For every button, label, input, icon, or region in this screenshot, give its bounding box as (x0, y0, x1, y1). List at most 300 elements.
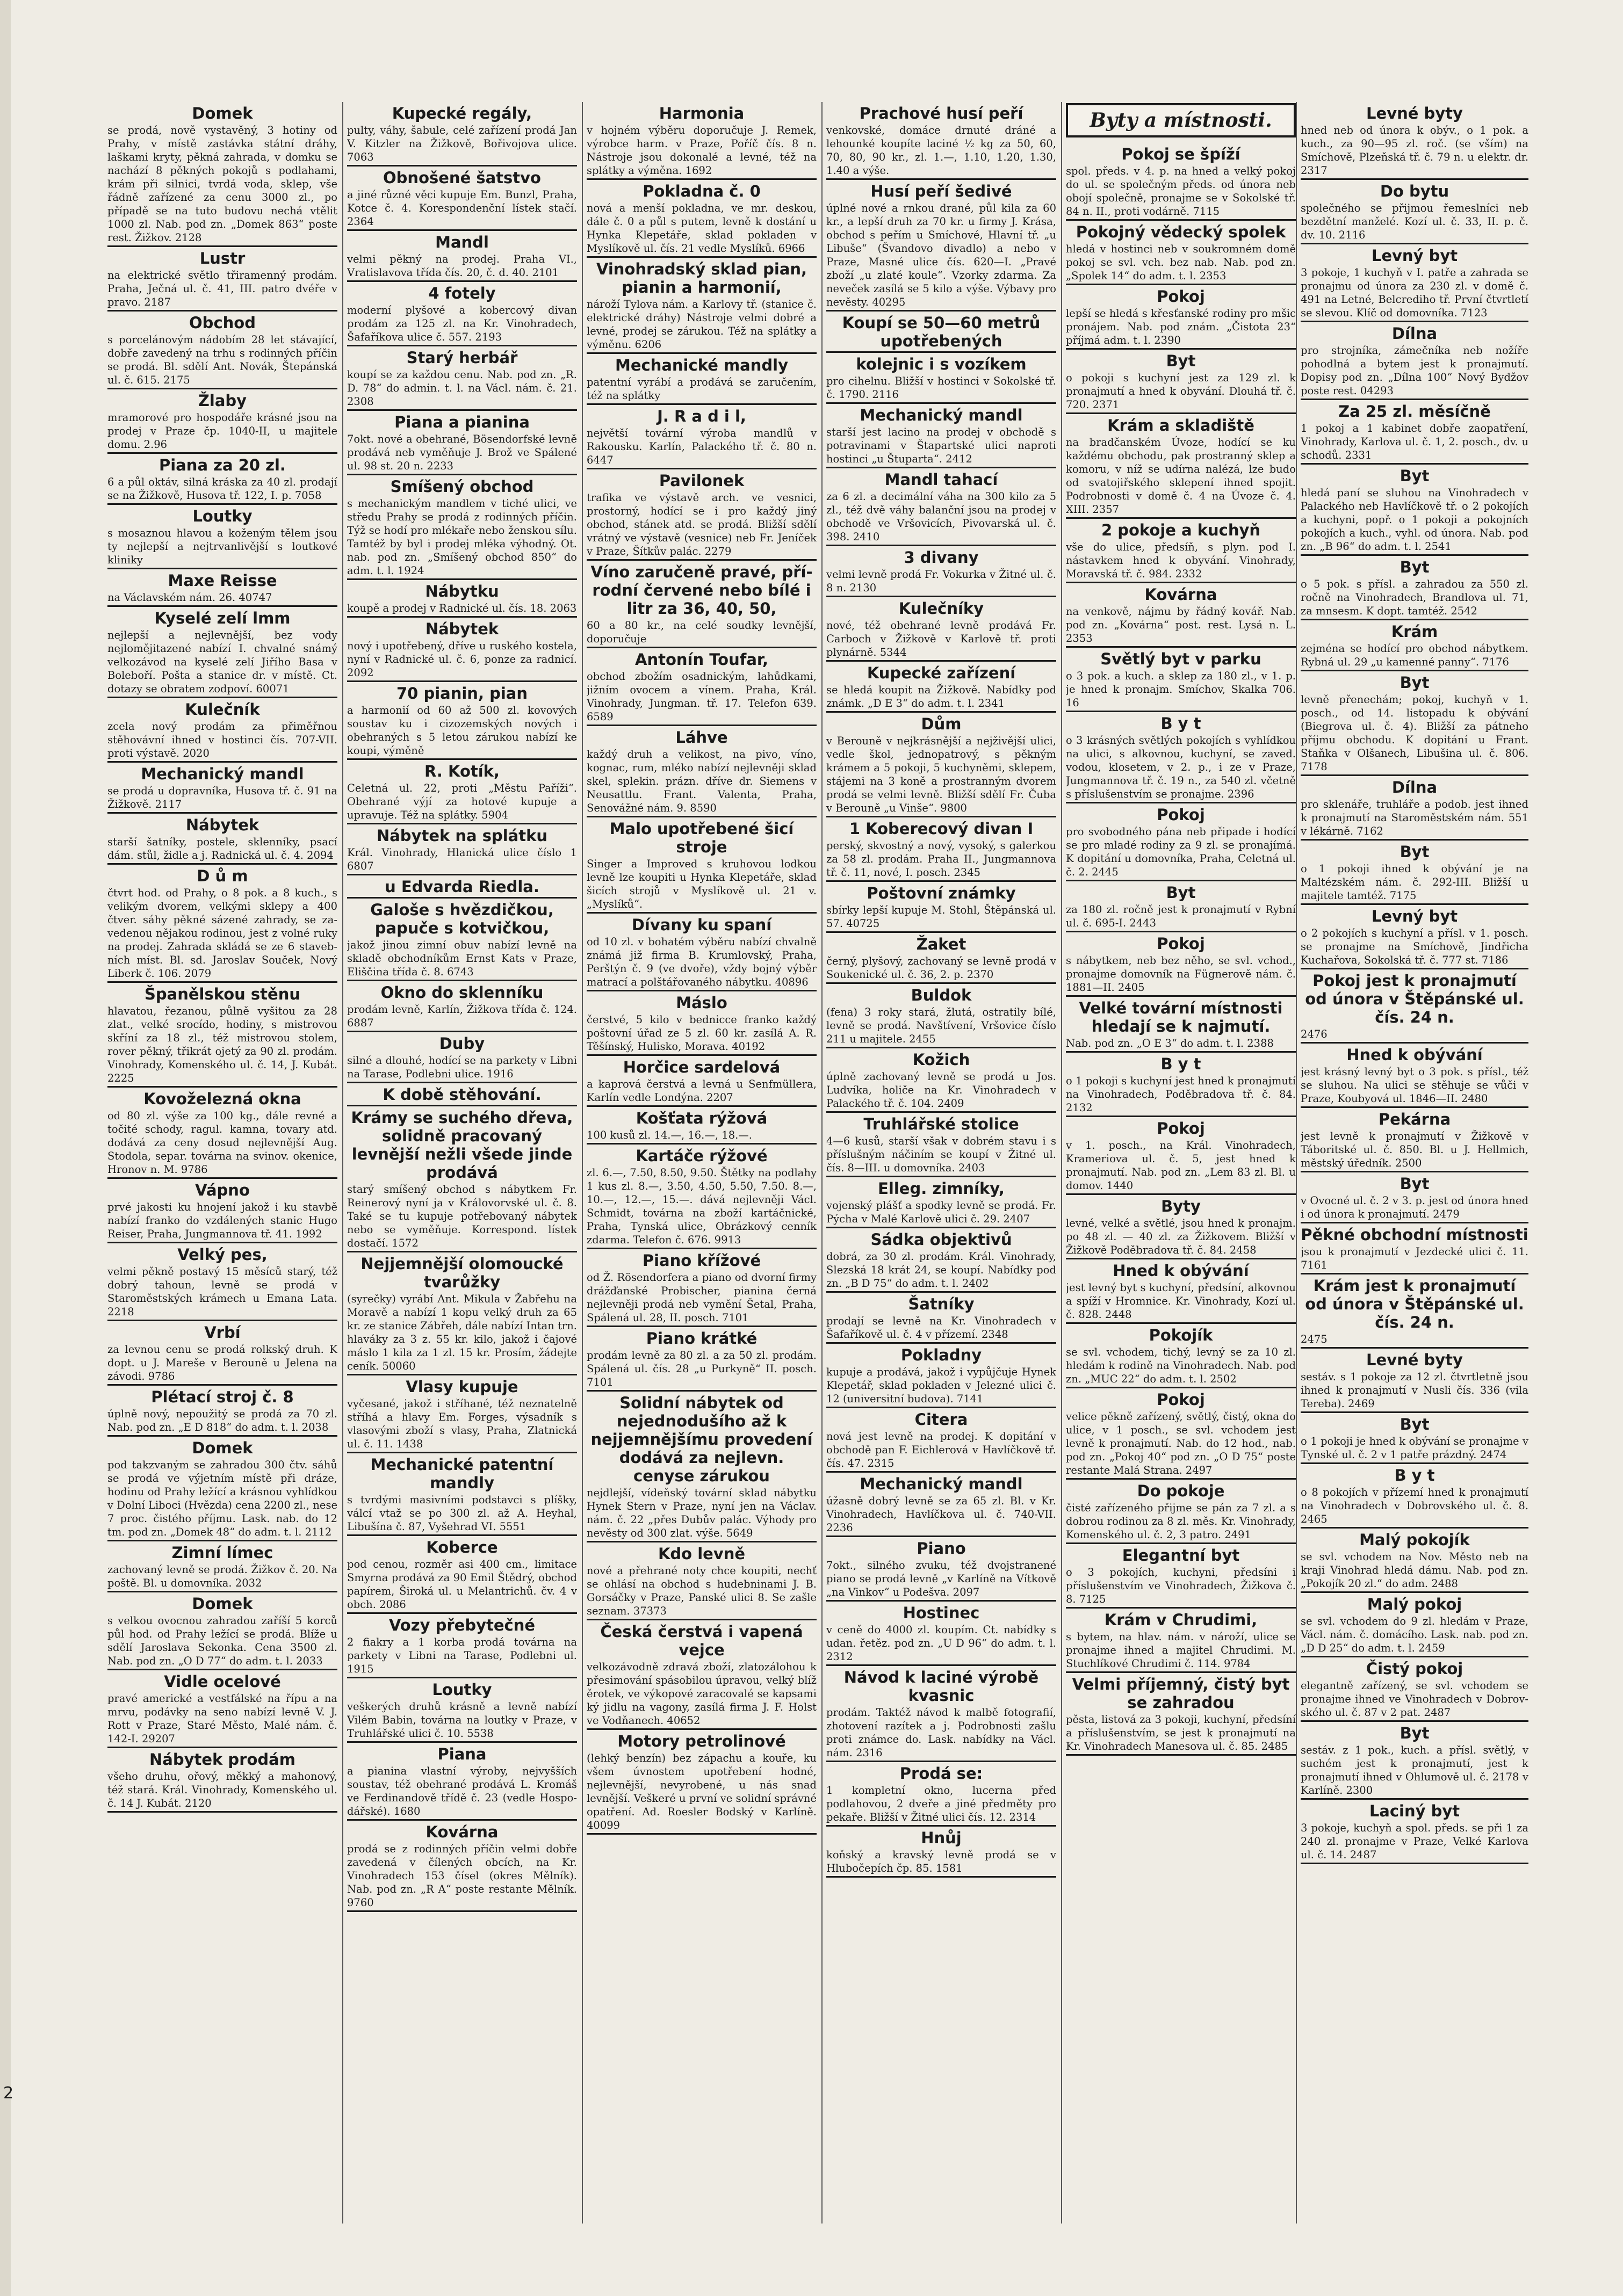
ad-heading: Loutky (432, 1681, 492, 1699)
ad-heading: Mechanické mandly (615, 356, 789, 374)
classified-ad (1066, 650, 1296, 712)
ad-heading: Malý pokoj (1367, 1595, 1462, 1613)
classified-ad (826, 314, 1056, 353)
ad-body: 7okt. nové a obehrané, Bösendorfské levně prodává neb vyměňuje J. Brož ve Spálené ul. 98 st. 20 n. 2233 (347, 433, 577, 472)
classified-ad (107, 571, 337, 607)
ad-separator (1301, 670, 1528, 671)
ad-separator (587, 1054, 817, 1056)
ad-heading: Pokoj (1157, 1119, 1205, 1138)
ad-heading: Piano křížové (642, 1251, 761, 1270)
classified-ad (1301, 1724, 1528, 1800)
ad-heading: Elleg. zimníky, (878, 1179, 1005, 1198)
classified-ad (347, 684, 577, 760)
classified-ad (347, 477, 577, 580)
classified-ad (826, 1475, 1056, 1537)
classified-ad (826, 1230, 1056, 1293)
ad-body: koňský a kravský levně prodá se v Hlubočepích čp. 85. 1581 (826, 1849, 1056, 1874)
ad-separator (1301, 399, 1528, 400)
ad-heading: Pokladny (900, 1346, 982, 1364)
ad-heading: Krám a skladiště (1107, 416, 1254, 434)
ad-body: pravé americké a vestfálské na řípu a na mrvu, podávky na seno nabízí levně V. J. Rott v Praze, Staré Město, Malé nám. č. 142-I. 29207 (107, 1692, 337, 1745)
classified-ad (1066, 416, 1296, 519)
ad-heading: Byt (1400, 558, 1430, 576)
ad-heading: Pokojný vědecký spolek (1076, 223, 1286, 241)
ad-heading: 1 Koberecový divan I (849, 820, 1034, 838)
ad-body: 1 pokoj a 1 kabinet dobře zaopatření, Vinohrady, Karlova ul. č. 1, 2. posch., dv. u schodů. 2331 (1301, 422, 1528, 461)
ad-separator (1301, 1863, 1528, 1864)
ad-heading: Kyselé zelí lmm (154, 609, 291, 627)
ad-separator (1066, 1542, 1296, 1544)
classified-ad (107, 1672, 337, 1748)
ad-separator (1066, 1671, 1296, 1673)
ad-heading: Byt (1166, 883, 1196, 902)
ad-body: každý druh a velikost, na pivo, víno, kognac, rum, mléko nabízí nejlevněji sklad skel, splekin. prázn. dříve dr. Siemens v Neusattlu. Frant. Valenta, Praha, Senovážné nám. 9. 8590 (587, 748, 817, 814)
ad-heading: B y t (1160, 1055, 1201, 1073)
ad-separator (1301, 1411, 1528, 1413)
ad-heading: Vinohradský sklad pian, pianin a harmonií, (596, 260, 807, 296)
section-banner: Byty a místnosti. (1066, 103, 1296, 137)
ad-body: obchod zbožím osadnickým, lahůdkami, jižním ovocem a vínem. Praha, Král. Vinohrady, Jungman. tř. 17. Telefon 639. 6589 (587, 670, 817, 723)
ad-heading: Nejjemnější olomoucké tvarůžky (360, 1255, 564, 1291)
ad-heading: R. Kotík, (424, 762, 500, 780)
classified-ad (826, 1115, 1056, 1177)
ad-heading: K době stěhování. (383, 1085, 542, 1104)
ad-heading: Truhlářské stolice (863, 1115, 1019, 1133)
classified-ad (107, 1181, 337, 1243)
classified-ad (347, 284, 577, 346)
ad-body: sestáv. s 1 pokoje za 12 zl. čtvrtletně jsou ihned k pronajmutí v Nusli čís. 336 (vila Tereba). 2469 (1301, 1371, 1528, 1410)
ad-heading: Motory petrolinové (617, 1732, 786, 1750)
ad-body: prodám. Taktéž návod k malbě fotografií, zhotovení razítek a j. Podrobnosti zašlu proti známce do. Lask. nabídky na Václ. nám. 2316 (826, 1706, 1056, 1759)
ad-separator (1066, 646, 1296, 648)
ad-body: hledá paní se sluhou na Vinohradech v Palackého neb Havlíčkově tř. o 2 pokojích a kuchyni, popř. o 1 pokoji a pokojních pokojích a kuch., vyhl. od února. Nab. pod zn. „B 96“ do adm. t. l. 2541 (1301, 487, 1528, 553)
ad-heading: Harmonia (659, 104, 745, 122)
ad-heading: Levný byt (1371, 247, 1458, 265)
ad-body: 4—6 kusů, starší však v dobrém stavu i s příslušným náčiním se koupí v Žitné ul. čís. 8—III. u domovníka. 2403 (826, 1135, 1056, 1174)
ad-heading: Byt (1400, 1724, 1430, 1742)
classified-ad (107, 1245, 337, 1321)
ad-separator (826, 1536, 1056, 1537)
column-divider (1296, 102, 1297, 2223)
classified-ad (1301, 1660, 1528, 1722)
ad-separator (587, 352, 817, 354)
ad-separator (826, 816, 1056, 817)
ad-heading: Vidle ocelové (164, 1672, 281, 1691)
ad-separator (826, 1876, 1056, 1878)
ad-separator (826, 880, 1056, 882)
classified-ad (1301, 402, 1528, 465)
ad-body: (fena) 3 roky stará, žlutá, ostratily bílé, levně se prodá. Navštívení, Vršovice číslo 211 u majitele. 2455 (826, 1006, 1056, 1045)
classified-ad (826, 355, 1056, 404)
ad-body: moderní plyšové a kobercový divan prodám za 125 zl. na Kr. Vinohradech, Šafaříkova ulice č. 557. 2193 (347, 304, 577, 343)
ad-separator (107, 863, 337, 865)
ad-separator (826, 982, 1056, 984)
ad-separator (826, 1471, 1056, 1473)
ad-heading: Buldok (911, 986, 972, 1004)
ad-heading: Dívany ku spaní (631, 916, 772, 934)
ad-body: hned neb od února k obýv., o 1 pok. a kuch., za 90—95 zl. roč. (se vším) na Smíchově, Plzeňská tř. č. 79 n. u elektr. dr. 2317 (1301, 124, 1528, 177)
ad-separator (1066, 931, 1296, 932)
ad-separator (347, 1105, 577, 1106)
ad-heading: Antonín Toufar, (635, 650, 768, 669)
classified-ad (826, 935, 1056, 984)
classified-ad (1066, 1197, 1296, 1259)
classified-ad (107, 507, 337, 569)
ad-heading: Obchod (189, 314, 256, 332)
classified-ad (587, 994, 817, 1056)
ad-separator (347, 1534, 577, 1536)
ad-body: a harmonií od 60 až 500 zl. kovových soustav ku i cizozemských nových i obehraných s 5 letou zárukou nabízí ke koupi, výměně (347, 704, 577, 757)
classified-ad (1301, 972, 1528, 1044)
ad-heading: Pokoj jest k pronajmutí od února v Štěpánské ul. čís. 24 n. (1305, 972, 1524, 1026)
ad-separator (826, 1407, 1056, 1408)
ad-separator (1301, 1222, 1528, 1223)
ad-heading: Starý herbář (406, 349, 518, 367)
classified-ad (107, 456, 337, 505)
ads-column-3 (587, 102, 817, 2223)
classified-ad (826, 1179, 1056, 1228)
ad-heading: Domek (192, 1439, 253, 1457)
ad-heading: Vrbí (204, 1323, 241, 1342)
ad-body: jest levně k pronajmutí v Žižkově v Táboritské ul. č. 850. Bl. u J. Hellmich, městský úředník. 2500 (1301, 1130, 1528, 1169)
ad-separator (347, 280, 577, 282)
ad-body: na venkově, nájmu by řádný kovář. Nab. pod zn. „Kovárna“ post. rest. Lysá n. L. 2353 (1066, 605, 1296, 644)
ad-separator (1301, 968, 1528, 969)
ad-heading: Hned k obývání (1346, 1046, 1483, 1064)
ad-body: od 80 zl. výše za 100 kg., dále revné a točité schody, ragul. kamna, tovary atd. dodává za ceny dosud nejlevnější Aug. Stodola, separ. továrna na svinov. okenice, Hronov n. M. 9786 (107, 1110, 337, 1176)
ad-heading: Košťata rýžová (636, 1109, 768, 1127)
ad-separator (1066, 348, 1296, 350)
ad-body: 2475 (1301, 1333, 1328, 1345)
ad-heading: Lustr (199, 249, 246, 267)
ad-body: (syrečky) vyrábí Ant. Mikula v Žabřehu na Moravě a nabízí 1 kopu velký druh za 65 kr. ze stanice Zábřeh, dále nabízí Intan trn. hlaváky za 3 z. 55 kr. kilo, jakož i čajové máslo 1 kila za 1 zl. 15 kr. Prosím, žádejte ceník. 50060 (347, 1293, 577, 1372)
classified-ad (1066, 1546, 1296, 1609)
ad-separator (107, 1384, 337, 1386)
ad-body: pod cenou, rozměr asi 400 cm., limitace Smyrna prodává za 90 Emil Štědrý, obchod papírem, Široká ul. u Melantrichů. čv. 4 v obch. 2086 (347, 1558, 577, 1611)
ad-heading: Prodá se: (899, 1764, 983, 1783)
ad-body: starý smíšený obchod s nábytkem Fr. Reinerový nyní ja v Královorvské ul. č. 8. Také se tu kupuje potřebovaný nábytek nebo se vyměňuje. Korrespond. lístek dostačí. 1572 (347, 1183, 577, 1249)
ad-separator (347, 409, 577, 411)
ad-body: s mechanickým mandlem v tiché ulici, ve středu Prahy se prodá z rodinných příčin. Týž se hodí pro mlékaře nebo ženskou sílu. Tamtéž by byl i prodej mléka výhodný. Ot. nab. pod zn. „Smíšený obchod 850“ do adm. t. l. 1924 (347, 497, 577, 577)
classified-ad (587, 1109, 817, 1145)
ad-separator (347, 823, 577, 824)
ad-heading: Mechanický mandl (860, 406, 1023, 424)
ad-heading: Nábytek (185, 816, 259, 834)
classified-ad (1301, 1802, 1528, 1864)
classified-ad (1066, 1262, 1296, 1324)
ad-heading: Česká čerstvá i vapená vejce (600, 1623, 803, 1659)
ad-body: dobrá, za 30 zl. prodám. Král. Vinohrady, Slezská 18 krát 24, se koupí. Nabídky pod zn. „B D 75“ do adm. t. l. 2402 (826, 1250, 1056, 1290)
ad-heading: Krám v Chrudimi, (1104, 1611, 1258, 1629)
ad-separator (1066, 995, 1296, 997)
ad-separator (1066, 1754, 1296, 1756)
ad-body: pro cihelnu. Bližší v hostinci v Sokolské tř. č. 1790. 2116 (826, 375, 1056, 401)
ad-separator (1301, 1273, 1528, 1274)
ad-body: úplně nový, nepoužitý se prodá za 70 zl. Nab. pod zn. „E D 818“ do adm. t. l. 2038 (107, 1408, 337, 1433)
ad-separator (587, 256, 817, 258)
ad-body: lepší se hledá s křesťanské rodiny pro mšic pronájem. Nab. pod znám. „Čistota 23“ příjmá adm. t. l. 2390 (1066, 307, 1296, 346)
ad-body: 1 kompletní okno, lucerna před podlahovou, 2 dveře a jiné předměty pro pekaře. Bližší v Žitné ulici čís. 12. 2314 (826, 1784, 1056, 1823)
ad-separator (826, 1111, 1056, 1113)
ad-body: 2476 (1301, 1028, 1328, 1040)
ad-heading: Pavilonek (659, 472, 745, 490)
ad-separator (1066, 711, 1296, 712)
ad-separator (347, 897, 577, 899)
ad-body: pěsta, listová za 3 pokoji, kuchyní, předsíní a příslušenstvím, se jest k pronajmutí na Kr. Vinohradech Manesova ul. č. 85. 2485 (1066, 1713, 1296, 1752)
ad-body: zejména se hodící pro obchod nábytkem. Rybná ul. 29 „u kamenné panny“. 7176 (1301, 642, 1528, 668)
classified-ad (826, 715, 1056, 817)
ad-heading: Kupecké zařízení (867, 664, 1016, 682)
ad-body: o 3 pok. a kuch. a sklep za 180 zl., v 1. p. je hned k pronajm. Smíchov, Skalka 706. 16 (1066, 670, 1296, 709)
ad-separator (587, 1728, 817, 1730)
ad-body: prodám levně, Karlín, Žižkova třída č. 124. 6887 (347, 1003, 577, 1029)
ad-separator (107, 1811, 337, 1813)
ad-heading: Pokoj (1157, 806, 1205, 824)
classified-ad (1301, 1531, 1528, 1593)
ad-body: se svl. vchodem, tichý, levný se za 10 zl. hledám k rodině na Vinohradech. Nab. pod zn. „MUC 22“ do adm. t. l. 2502 (1066, 1346, 1296, 1385)
ad-body: vyčesané, jakož i stříhané, též neznatelně stříhá a hlavy Em. Forges, výsadník s vlasovými zboží s vlasy, Praha, Zlatnická ul. č. 11. 1438 (347, 1397, 577, 1450)
ad-heading: Prachové husí peří (859, 104, 1023, 122)
ad-body: starší šatníky, postele, sklenníky, psací dám. stůl, židle a j. Radnická ul. č. 4. 2094 (107, 836, 337, 861)
ad-body: jest levný byt s kuchyní, předsíní, alkovnou a spíží v Hromnice. Kr. Vinohrady, Kozí ul. č. 828. 2448 (1066, 1281, 1296, 1321)
classified-ad (1301, 622, 1528, 671)
ad-body: pod takzvaným se zahradou 300 čtv. sáhů se prodá ve výjetním místě při dráze, hodinu od Prahy ležící a krásnou vyhlídkou v Dolní Liboci (Hvězda) cena 2200 zl., nese 7 proc. čistého příjmu. Lask. nab. do 12 tm. pod zn. „Domek 48“ do adm. t. l. 2112 (107, 1459, 337, 1538)
ad-heading: Dílna (1391, 778, 1438, 796)
ad-body: patentní vyrábí a prodává se zaručením, též na splátky (587, 376, 817, 402)
ad-heading: Pěkné obchodní místnosti (1301, 1226, 1528, 1244)
classified-ad (826, 1829, 1056, 1878)
ad-body: pulty, váhy, šabule, celé zařízení prodá Jan V. Kitzler na Žižkově, Bořivojova ulice. 7063 (347, 124, 577, 163)
classified-ad (826, 1051, 1056, 1113)
ad-heading: Nábytku (425, 582, 499, 600)
ad-body: o pokoji s kuchyní jest za 129 zl. k pronajmutí a hned k obyvání. Dlouhá tř. č. 720. 2371 (1066, 372, 1296, 411)
ad-body: elegantně zařízený, se svl. vchodem se pronajme ihned ve Vinohradech v Dobrovského ul. č. 87 v 2 pat. 2487 (1301, 1679, 1528, 1719)
ad-body: od 10 zl. v bohatém výběru nabízí chvalně známá již firma B. Krumlovský, Praha, Perštýn č. 9 (ve dvoře), vždy bojný výběr matrací a polštářovaného nábytku. 40896 (587, 936, 817, 988)
ad-separator (1066, 1607, 1296, 1609)
ad-separator (347, 874, 577, 875)
column-divider (342, 102, 343, 2223)
ad-body: v 1. posch., na Král. Vinohradech, Krameriova ul. č. 5, jest hned k pronajmutí. Nab. pod zn. „Lem 83 zl. Bl. u domov. 1440 (1066, 1139, 1296, 1192)
ad-separator (107, 1242, 337, 1243)
ad-separator (347, 229, 577, 231)
classified-ad (347, 1538, 577, 1614)
classified-ad (347, 1034, 577, 1083)
classified-ad (587, 356, 817, 405)
ad-body: (lehký benzín) bez zápachu a kouře, ku všem úvnostem upotřebení hodné, nejlevnější, nevyrobené, u nás snad levnější. Veškeré u první ve solidní správné opatření. Ad. Roesler Bodský v Karlíně. 40099 (587, 1752, 817, 1831)
ad-separator (347, 165, 577, 166)
classified-ad (1301, 247, 1528, 322)
ad-body: nové a přehrané noty chce koupiti, nechť se ohlásí na obchod s hudebninami J. B. Gorsáčky v Praze, Panské ulici 8. Se zašle seznam. 37373 (587, 1565, 817, 1617)
ad-heading: Pokojík (1149, 1326, 1213, 1344)
ad-separator (826, 1761, 1056, 1762)
classified-ad (107, 1750, 337, 1813)
classified-ad (587, 1147, 817, 1249)
ad-heading: Nábytek na splátku (376, 827, 548, 845)
column-divider (821, 102, 823, 2223)
ad-heading: Kulečník (185, 700, 260, 719)
classified-ad (107, 1595, 337, 1670)
classified-ad (107, 867, 337, 983)
ad-heading: Nábytek prodám (149, 1750, 295, 1769)
ad-body: velmi pěkný na prodej. Praha VI., Vratislavova třída čís. 20, č. d. 40. 2101 (347, 253, 577, 279)
ad-body: se svl. vchodem do 9 zl. hledám v Praze, Václ. nám. č. domácího. Lask. nab. pod zn. „D D 25“ do adm. t. l. 2459 (1301, 1615, 1528, 1654)
ad-body: za 180 zl. ročně jest k pronajmutí v Rybní ul. č. 695-I. 2443 (1066, 903, 1296, 929)
ad-heading: Laciný byt (1369, 1802, 1460, 1820)
classified-ad (347, 1455, 577, 1536)
ad-heading: 2 pokoje a kuchyň (1101, 521, 1261, 539)
ad-heading: Krám (1391, 622, 1438, 641)
classified-ad (587, 1251, 817, 1327)
ad-body: pro svobodného pána neb připade i hodící se pro mladé rodiny za 9 zl. se pronajímá. K dopitání u domovníka, Praha, Celetná ul. č. 2. 2445 (1066, 825, 1296, 878)
classified-ad (826, 1346, 1056, 1408)
ad-body: pro sklenáře, truhláře a podob. jest ihned k pronajmutí na Staroměstském nám. 551 v lékárně. 7162 (1301, 798, 1528, 837)
ad-heading: 3 divany (904, 548, 979, 567)
classified-ad (1066, 287, 1296, 350)
ad-body: Celetná ul. 22, proti „Městu Paříži“. Obehrané výjí za hotové kupuje a upravuje. Též na splátky. 5904 (347, 782, 577, 821)
ad-heading: Malo upotřebené šicí stroje (609, 820, 794, 856)
ad-heading: Dílna (1391, 324, 1438, 343)
ad-body: s nábytkem, neb bez něho, se svl. vchod., pronajme domovník na Fügnerově nám. č. 1881—II. 2405 (1066, 954, 1296, 994)
ad-heading: Vozy přebytečné (388, 1616, 536, 1634)
ad-heading: Pokoj (1157, 1390, 1205, 1409)
ad-body: o 8 pokojích v přízemí hned k pronajmutí na Vinohradech v Dobrovského ul. č. 8. 2465 (1301, 1486, 1528, 1525)
ad-heading: Obnošené šatstvo (383, 169, 541, 187)
ad-heading: Pokoj (1157, 935, 1205, 953)
classified-ad (587, 182, 817, 258)
ad-body: perský, skvostný a nový, vysoký, s galerkou za 58 zl. prodám. Praha II., Jungmannova tř. č. 11, nové, I. posch. 2345 (826, 839, 1056, 879)
ad-body: Nab. pod zn. „O E 3“ do adm. t. l. 2388 (1066, 1037, 1274, 1049)
classified-ad (347, 762, 577, 824)
classified-ad (826, 1295, 1056, 1344)
ad-separator (347, 1910, 577, 1912)
ad-heading: Mandl (435, 233, 489, 251)
ad-body: za levnou cenu se prodá rolkský druh. K dopt. u J. Mareše v Berouně u Jelena na závodi. 9786 (107, 1343, 337, 1382)
classified-ad (826, 1539, 1056, 1602)
ad-heading: Mandl tahací (884, 470, 998, 489)
ad-heading: D ů m (197, 867, 248, 885)
ad-body: a pianina vlastní výroby, nejvyšších soustav, též obehrané prodává L. Kromáš ve Ferdinandově třídě č. 23 (vedle Hospodářské). 1680 (347, 1765, 577, 1817)
ads-column-4 (826, 102, 1056, 2223)
ad-body: na bradčanském Úvoze, hodící se ku každému obchodu, pak prostranný sklep a komoru, v níž se udírna nalézá, lze budo od svatojiřského sklepení ihned spojit. Podrobnosti v domě č. 4 na Úvoze č. 4. XIII. 2357 (1066, 436, 1296, 516)
ad-separator (1066, 517, 1296, 519)
ad-separator (1066, 412, 1296, 414)
ad-separator (107, 1591, 337, 1592)
ad-separator (107, 1086, 337, 1088)
ad-separator (1301, 1171, 1528, 1172)
ad-separator (1301, 839, 1528, 841)
page-edge (0, 0, 14, 2296)
ad-heading: Krám jest k pronajmutí od února v Štěpánské ul. čís. 24 n. (1305, 1277, 1524, 1331)
ad-separator (107, 1747, 337, 1748)
ad-separator (1301, 1591, 1528, 1593)
classified-ad (587, 1058, 817, 1107)
ad-separator (347, 1612, 577, 1614)
ad-body: za 6 zl. a decimální váha na 300 kilo za 5 zl., též dvě váhy balanční jsou na prodej v obchodě ve Vršovicích, Pivovarská ul. č. 398. 2410 (826, 490, 1056, 543)
classified-ad (1301, 1175, 1528, 1223)
classified-ad (587, 1394, 817, 1542)
ad-heading: Kovoželezná okna (143, 1090, 301, 1108)
classified-ad (347, 169, 577, 231)
classified-ad (587, 650, 817, 726)
ad-body: v ceně do 4000 zl. koupím. Ct. nabídky s udan. řetěz. pod zn. „U D 96“ do adm. t. l. 2312 (826, 1624, 1056, 1663)
ad-body: 7okt., silného zvuku, též dvojstranené piano se prodá levně „v Karlíně na Vítkově „na Vinkov“ u Podešva. 2097 (826, 1559, 1056, 1598)
ad-separator (826, 351, 1056, 353)
ad-heading: Byt (1400, 1415, 1430, 1433)
ad-separator (107, 310, 337, 312)
ad-body: v Ovocné ul. č. 2 v 3. p. jest od února hned i od února k pronajmutí. 2479 (1301, 1194, 1528, 1220)
ad-separator (826, 596, 1056, 597)
ad-body: čerstvé, 5 kilo v bednicce franko každý poštovní úřad ze 5 zl. 60 kr. zasílá A. R. Těšínský, Hulisko, Morava. 40192 (587, 1013, 817, 1053)
ad-separator (107, 503, 337, 505)
classified-ad (587, 260, 817, 354)
ad-body: prvé jakosti ku hnojení jakož i ku stavbě nabízí franko do vzdálených stanic Hugo Reiser, Praha, Jungmannova tř. 41. 1992 (107, 1201, 337, 1240)
ad-heading: kolejnic i s vozíkem (856, 355, 1027, 373)
ad-body: jakož jinou zimní obuv nabízí levně na skladě obchodníkům Ernst Kats v Praze, Eliščina třída č. 8. 6743 (347, 939, 577, 978)
classified-ad (826, 884, 1056, 933)
ad-body: o 2 pokojích s kuchyní a přísl. v 1. posch. se pronajme na Smíchově, Jindřicha Kuchařova, Sokolská tř. č. 777 st. 7186 (1301, 927, 1528, 966)
ad-heading: Byt (1400, 843, 1430, 861)
ad-heading: Návod k laciné výrobě kvasnic (843, 1668, 1039, 1705)
ad-heading: Domek (192, 1595, 253, 1613)
ad-separator (587, 1541, 817, 1542)
ad-heading: Solidní nábytek od nejednodušího až k nejjemnějšímu provedení dodává za nejlevn. cenyse zárukou (590, 1394, 813, 1485)
classified-ad (826, 1410, 1056, 1473)
ad-body: se prodá u dopravníka, Husova tř. č. 91 na Žižkově. 2117 (107, 785, 337, 810)
classified-ad (826, 104, 1056, 180)
ad-separator (587, 178, 817, 180)
classified-ad (107, 104, 337, 247)
ad-body: levně přenechám; pokoj, kuchyň v 1. posch., od 14. listopadu k obývání (Biegrova ul. č. 4). Bližší za pátneho příjmu obchodu. K dopitání u Frant. Staňka v Olšanech, Libušina ul. č. 806. 7178 (1301, 693, 1528, 773)
classified-ad (347, 1681, 577, 1743)
classified-ad (347, 1616, 577, 1678)
ad-heading: Velký pes, (177, 1245, 268, 1264)
ads-column-1 (107, 102, 337, 2223)
ad-separator (1066, 802, 1296, 803)
ads-column-6 (1301, 102, 1528, 2223)
ad-separator (347, 1677, 577, 1678)
classified-ad (1066, 223, 1296, 285)
classified-ad (107, 1544, 337, 1592)
ad-heading: Piana a pianina (394, 413, 530, 431)
ad-body: mramorové pro hospodáře krásné jsou na prodej v Praze čp. 1040-II, u majitele domu. 2.96 (107, 411, 337, 451)
classified-ad (826, 599, 1056, 662)
ad-separator (347, 980, 577, 981)
ad-heading: Španělskou stěnu (145, 985, 300, 1003)
classified-ad (1066, 1326, 1296, 1388)
classified-ads-page (107, 102, 1528, 2223)
ad-heading: Velké tovární místnosti hledají se k najmutí. (1079, 999, 1283, 1035)
ad-separator (587, 1390, 817, 1392)
classified-ad (1066, 999, 1296, 1053)
classified-ad (587, 728, 817, 817)
classified-ad (826, 182, 1056, 312)
classified-ad (107, 985, 337, 1088)
ad-heading: Do bytu (1380, 182, 1449, 200)
ad-body: černý, plyšový, zachovaný se levně prodá v Soukenické ul. č. 36, 2. p. 2370 (826, 955, 1056, 981)
ad-heading: Sádka objektivů (870, 1230, 1012, 1249)
ad-heading: Levný byt (1371, 907, 1458, 925)
classified-ad (107, 249, 337, 312)
ad-heading: Mechanický mandl (141, 765, 304, 783)
classified-ad (1301, 1277, 1528, 1349)
ads-column-5 (1066, 102, 1296, 2223)
classified-ad (347, 104, 577, 166)
ad-separator (1301, 1462, 1528, 1464)
ad-heading: Světlý byt v parku (1100, 650, 1261, 668)
ad-heading: Krámy se suchého dřeva, solidně pracovaný levnější nežli všede jinde prodává (351, 1109, 573, 1182)
ad-body: velkozávodně zdravá zboží, zlatozálohou k přesimování spásobilou úpravou, velký blíž ěrotek, ve výkopové zaracovalé se kapsami ký jidlu na vagony, zasílá firma J. F. Holst ve Vodňanech. 40652 (587, 1661, 817, 1727)
ad-body: spol. předs. v 4. p. na hned a velký pokoj do ul. se společným předs. od února neb obojí společně, pronajme se v Sokolské tř. 84 n. II., proti vodárně. 7115 (1066, 165, 1296, 218)
